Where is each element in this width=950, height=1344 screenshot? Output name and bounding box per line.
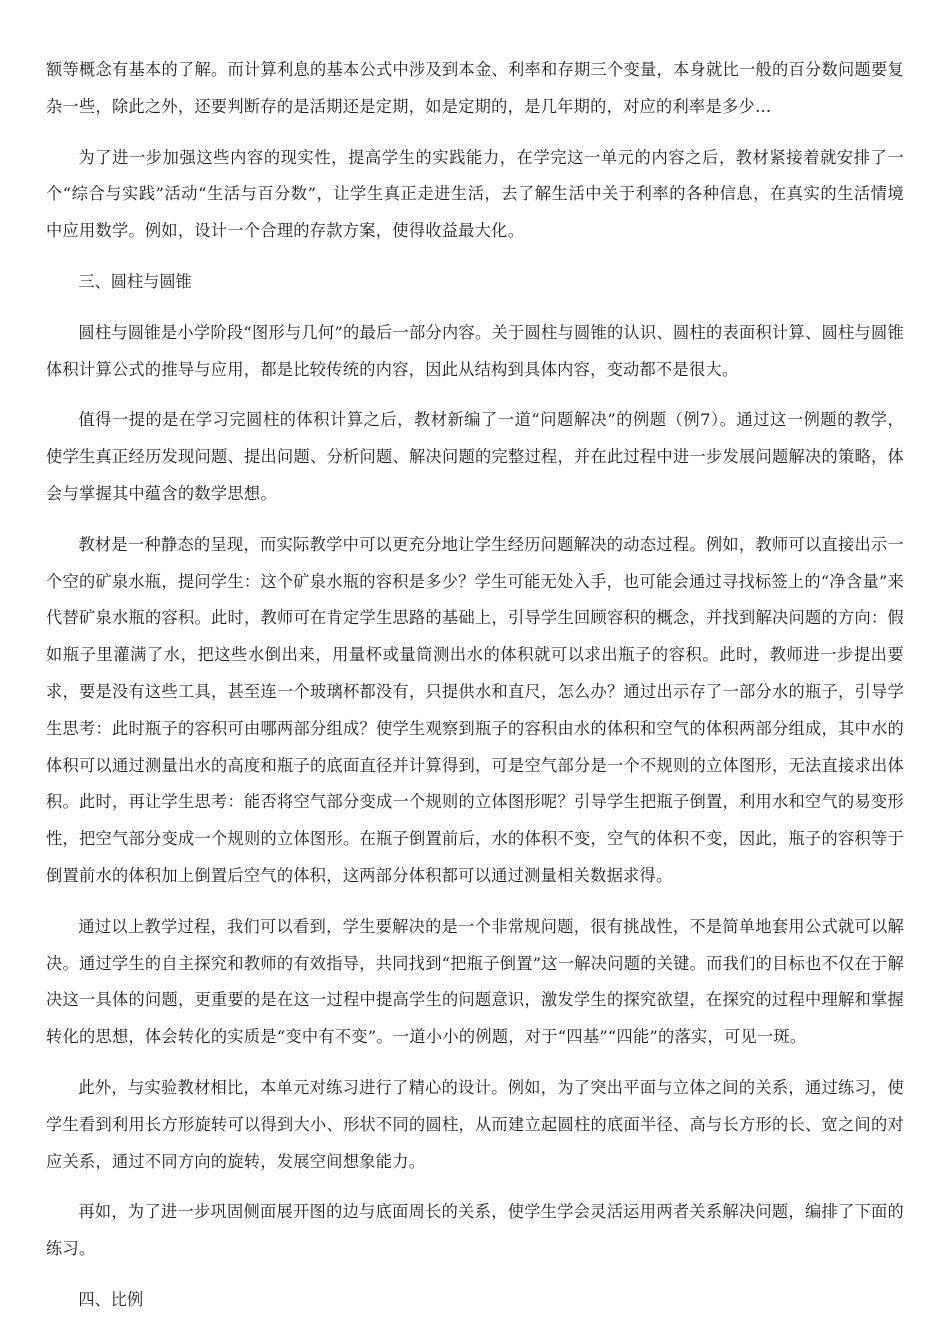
paragraph-exercise-design: 此外，与实验教材相比，本单元对练习进行了精心的设计。例如，为了突出平面与立体之间的关系，通过练习，使学生看到利用长方形旋转可以得到大小、形状不同的圆柱，从而建立起圆柱的底面半径、高与长方形的长、宽之间的对应关系，通过不同方向的旋转，发展空间想象能力。 [46, 1077, 904, 1171]
paragraph-example-7: 值得一提的是在学习完圆柱的体积计算之后，教材新编了一道“问题解决”的例题（例7）。通过这一例题的教学，使学生真正经历发现问题、提出问题、分析问题、解决问题的完整过程，并在此过程中进一步发展问题解决的策略，体会与掌握其中蕴含的数学思想。 [46, 410, 904, 503]
paragraph-cylinder-cone-intro: 圆柱与圆锥是小学阶段“图形与几何”的最后一部分内容。关于圆柱与圆锥的认识、圆柱的表面积计算、圆柱与圆锥体积计算公式的推导与应用，都是比较传统的内容，因此从结构到具体内容，变动都不是很大。 [46, 322, 904, 379]
paragraph-net-exercise: 再如，为了进一步巩固侧面展开图的边与底面周长的关系，使学生学会灵活运用两者关系解决问题，编排了下面的练习。 [46, 1202, 904, 1259]
paragraph-teaching-reflection: 通过以上教学过程，我们可以看到，学生要解决的是一个非常规问题，很有挑战性，不是简单地套用公式就可以解决。通过学生的自主探究和教师的有效指导，共同找到“把瓶子倒置”这一解决问题的关键。而我们的目标也不仅在于解决这一具体的问题，更重要的是在这一过程中提高学生的问题意识，激发学生的探究欲望，在探究的过程中理解和掌握转化的思想，体会转化的实质是“变中有不变”。一道小小的例题，对于“四基”“四能”的落实，可见一斑。 [46, 916, 905, 1047]
section-heading-cylinder-cone: 三、圆柱与圆锥 [78, 271, 192, 291]
paragraph-practice-activity: 为了进一步加强这些内容的现实性，提高学生的实践能力，在学完这一单元的内容之后，教材紧接着就安排了一个“综合与实践”活动“生活与百分数”，让学生真正走进生活，去了解生活中关于利率的各种信息，在真实的生活情境中应用数学。例如，设计一个合理的存款方案，使得收益最大化。 [46, 147, 904, 241]
section-heading-proportion: 四、比例 [78, 1289, 144, 1309]
paragraph-bottle-teaching-process: 教材是一种静态的呈现，而实际教学中可以更充分地让学生经历问题解决的动态过程。例如，教师可以直接出示一个空的矿泉水瓶，提问学生：这个矿泉水瓶的容积是多少？学生可能无处入手，也可能会通过寻找标签上的“净含量”来代替矿泉水瓶的容积。此时，教师可在肯定学生思路的基础上，引导学生回顾容积的概念，并找到解决问题的方向：假如瓶子里灌满了水，把这些水倒出来，用量杯或量筒测出水的体积就可以求出瓶子的容积。此时，教师进一步提出要求，要是没有这些工具，甚至连一个玻璃杯都没有，只提供水和直尺，怎么办？通过出示存了一部分水的瓶子，引导学生思考：此时瓶子的容积可由哪两部分组成？使学生观察到瓶子的容积由水的体积和空气的体积两部分组成，其中水的体积可以通过测量出水的高度和瓶子的底面直径并计算得到，可是空气部分是一个不规则的立体图形，无法直接求出体积。此时，再让学生思考：能否将空气部分变成一个规则的立体图形呢？引导学生把瓶子倒置，利用水和空气的易变形性，把空气部分变成一个规则的立体图形。在瓶子倒置前后，水的体积不变，空气的体积不变，因此，瓶子的容积等于倒置前水的体积加上倒置后空气的体积，这两部分体积都可以通过测量相关数据求得。 [46, 534, 905, 885]
paragraph-interest-concepts: 额等概念有基本的了解。而计算利息的基本公式中涉及到本金、利率和存期三个变量，本身就比一般的百分数问题要复杂一些，除此之外，还要判断存的是活期还是定期，如是定期的，是几年期的，对应的利率是多少… [46, 60, 904, 116]
